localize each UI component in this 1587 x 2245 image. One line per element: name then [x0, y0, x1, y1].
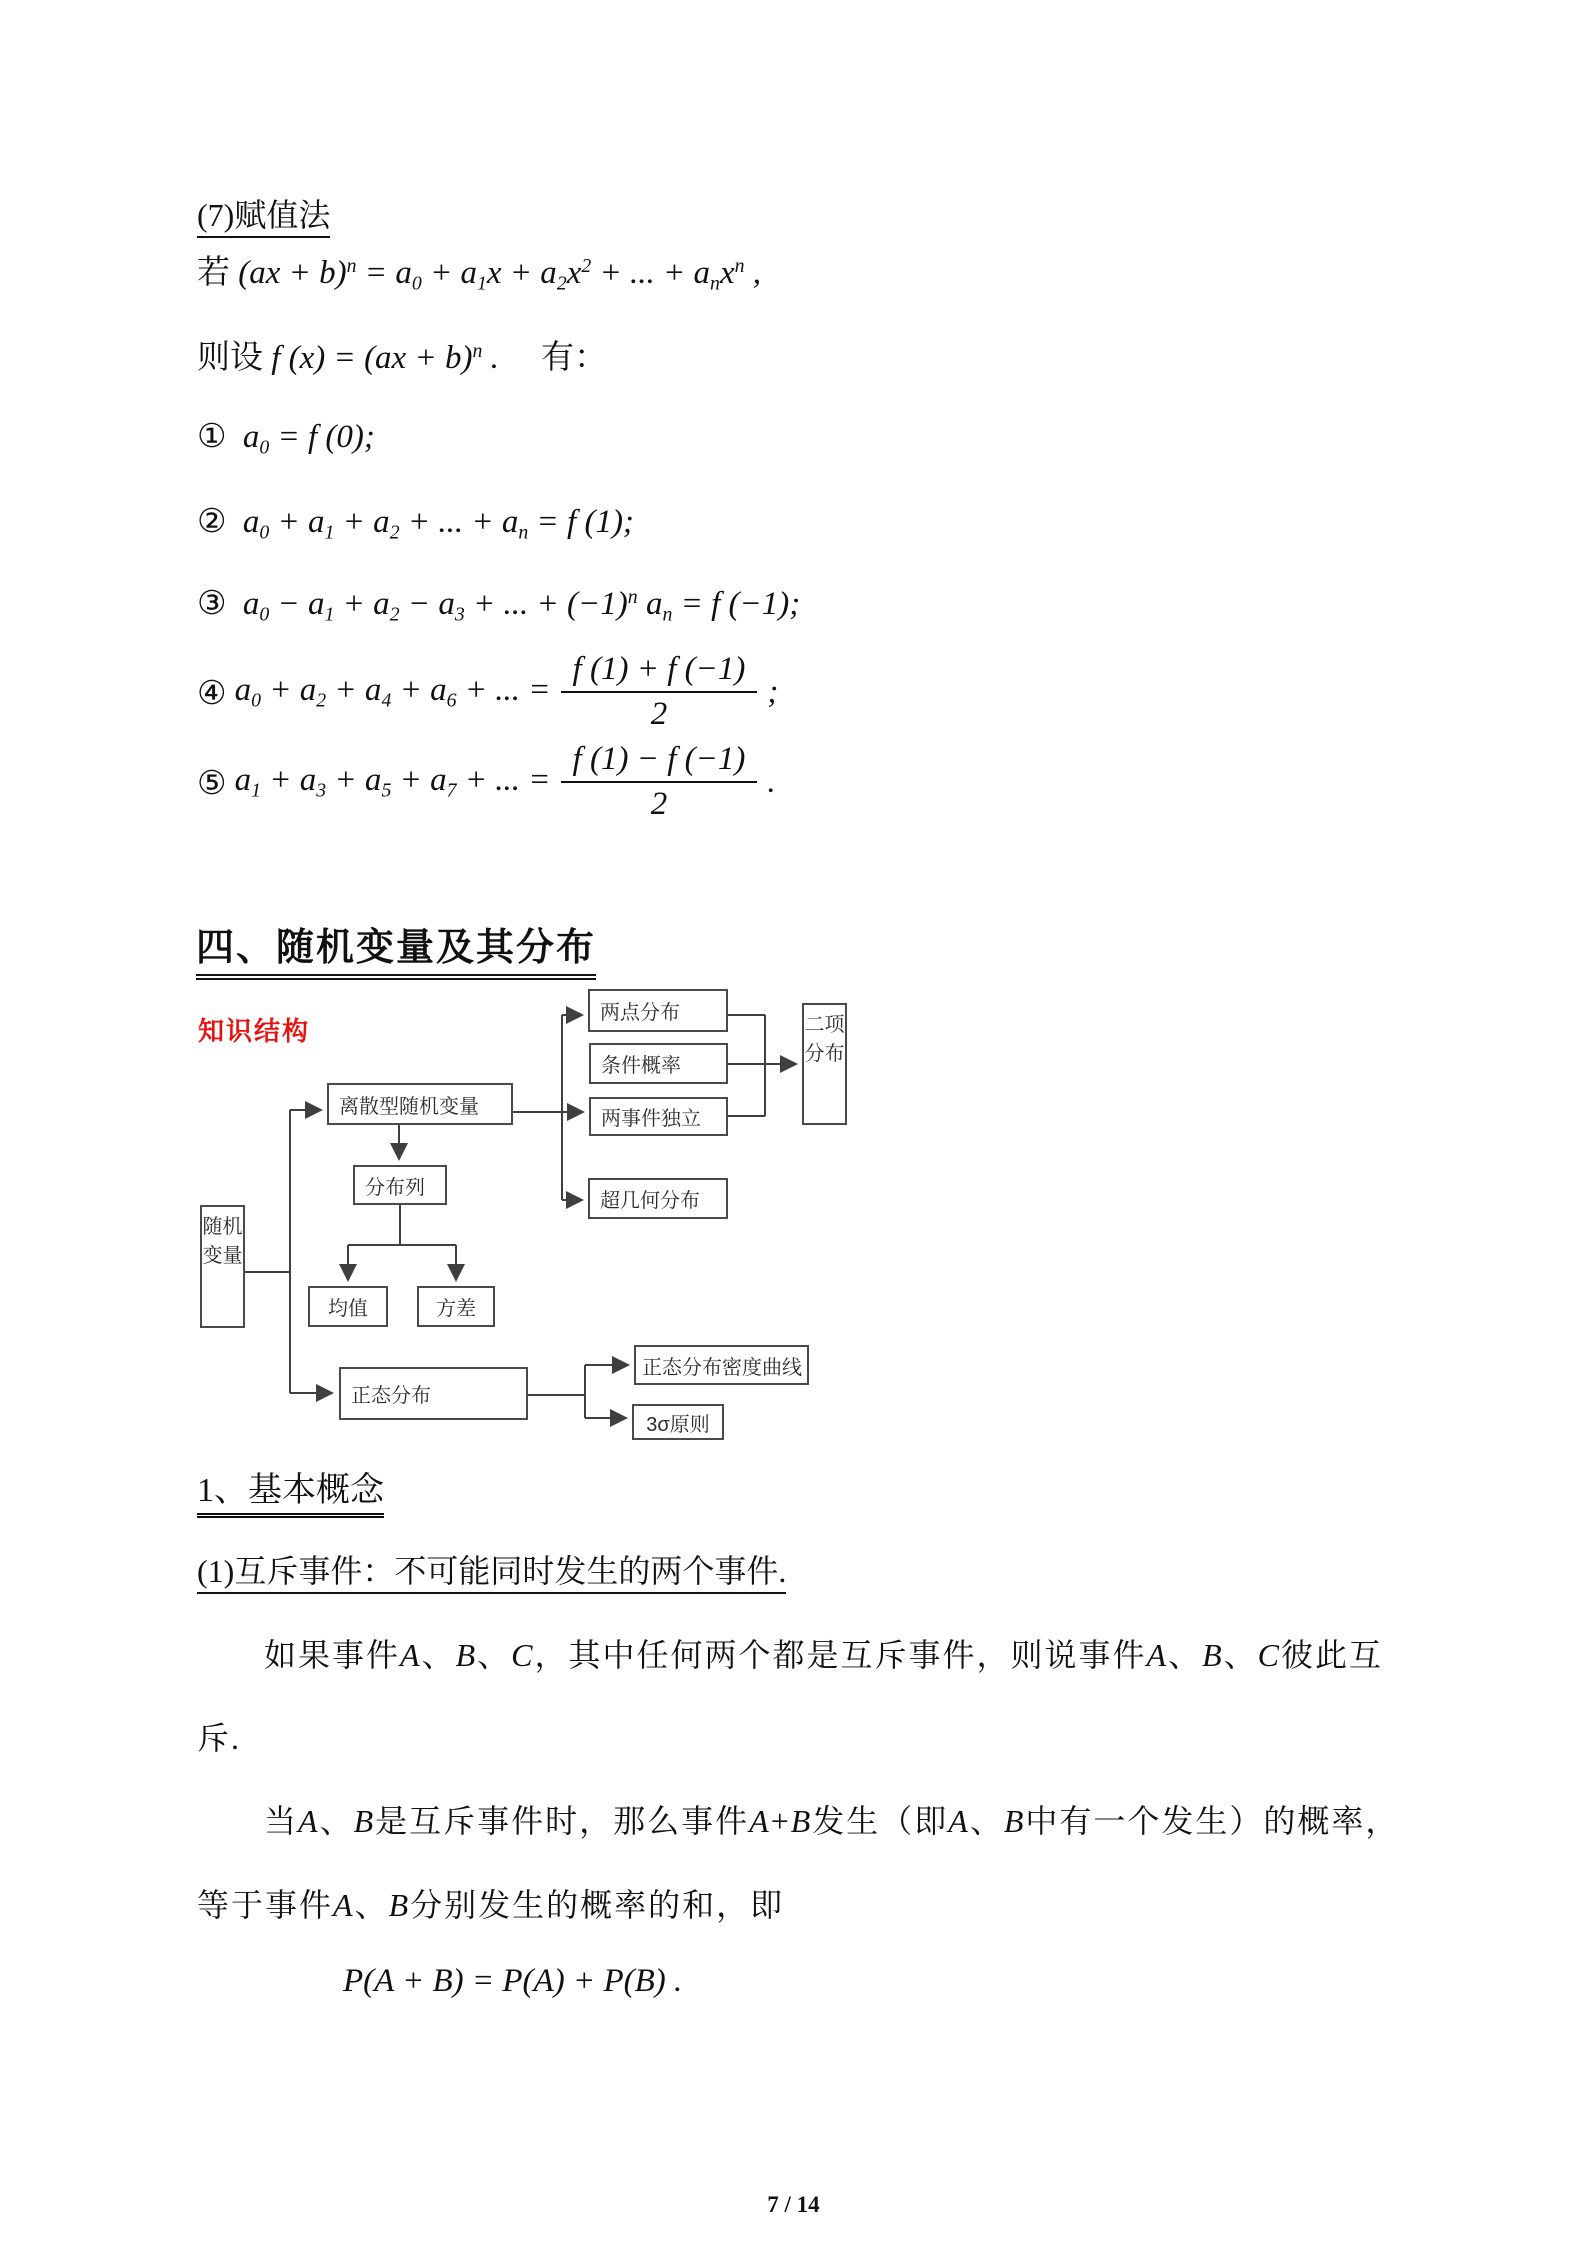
knowledge-structure-diagram [180, 985, 860, 1455]
subsection-heading-assign-value [197, 190, 330, 236]
diagram-node-random-variable: 随机变量 [200, 1205, 245, 1328]
formula-item-4 [197, 648, 778, 736]
formula-item-2 [197, 501, 634, 544]
fraction [561, 651, 758, 733]
subsection-heading-basic-concepts [197, 1462, 384, 1511]
formula-cn-prefix: 则设 [197, 340, 263, 376]
formula-probability-sum: P(A + B) = P(A) + P(B) . [343, 1963, 683, 1999]
fraction-denominator: 2 [650, 786, 668, 822]
diagram-node-two-point-distribution: 两点分布 [588, 989, 728, 1032]
section-heading-text: 四、随机变量及其分布 [196, 927, 596, 980]
diagram-node-hypergeometric-distribution: 超几何分布 [588, 1178, 728, 1219]
diagram-node-independent-events: 两事件独立 [589, 1097, 728, 1136]
diagram-node-conditional-probability: 条件概率 [589, 1043, 728, 1084]
item-number: ⑤ [197, 762, 227, 802]
formula-setup [197, 331, 607, 378]
formula-item-5 [197, 738, 776, 826]
section-heading-random-variables [196, 916, 596, 971]
fraction [561, 741, 758, 823]
formula-math: $(ax + b)^n = a_0 + a_1x + a_2x^2$ + ... + $a_nx^n$ , [238, 255, 761, 295]
formula-suffix: ; [767, 673, 779, 710]
formula-math: $a_0 = f$ (0); [242, 419, 375, 459]
paragraph-line: 当A、B是互斥事件时，那么事件A+B发生（即A、B中有一个发生）的概率， [264, 1803, 1400, 1839]
paragraph-line: 如果事件A、B、C，其中任何两个都是互斥事件，则说事件A、B、C彼此互 [264, 1637, 1383, 1673]
diagram-node-normal-distribution: 正态分布 [339, 1367, 528, 1420]
page-number: 7 / 14 [767, 2192, 820, 2217]
subsection-heading-text: (7)赋值法 [197, 197, 330, 238]
item-number: ④ [197, 672, 227, 712]
diagram-node-three-sigma-rule: 3σ原则 [632, 1404, 724, 1440]
formula-cn-prefix: 若 [197, 255, 230, 291]
formula-item-3 [197, 583, 800, 626]
diagram-node-distribution-table: 分布列 [353, 1165, 447, 1205]
diagram-node-discrete-random-variable: 离散型随机变量 [327, 1083, 513, 1125]
fraction-numerator: f (1) + f (−1) [561, 651, 758, 693]
diagram-label: 知识结构 [198, 1016, 311, 1046]
item-number: ② [197, 501, 227, 540]
item-number: ① [197, 416, 227, 455]
definition-text: (1)互斥事件：不可能同时发生的两个事件. [197, 1553, 786, 1594]
diagram-node-binomial-distribution: 二项分布 [802, 1003, 847, 1125]
diagram-node-mean: 均值 [308, 1286, 388, 1327]
paragraph-line: 斥. [197, 1720, 242, 1756]
formula-suffix: . [767, 763, 776, 800]
formula-item-1 [197, 416, 375, 459]
diagram-node-normal-density-curve: 正态分布密度曲线 [634, 1345, 809, 1385]
formula-math: $a_0 + a_1 + a_2$ + ... + $a_n = f$ (1); [242, 504, 634, 544]
formula-math: $a_0 + a_2 + a_4 + a_6$ + ... = [234, 671, 551, 712]
paragraph-line: 等于事件A、B分别发生的概率的和，即 [197, 1887, 785, 1923]
subsection-heading-text: 1、基本概念 [197, 1472, 384, 1518]
formula-math: $a_1 + a_3 + a_5 + a_7$ + ... = [234, 761, 551, 802]
formula-cn-suffix: 有： [541, 340, 608, 376]
definition-mutually-exclusive [197, 1546, 786, 1592]
formula-math: f (x) = (ax + b)$^n$ . [271, 340, 499, 376]
item-number: ③ [197, 583, 227, 622]
formula-math: $a_0 - a_1 + a_2 - a_3$ + ... + $(-1)^n$ $a_n = f$ (−1); [242, 586, 801, 626]
formula-expansion [197, 246, 761, 295]
fraction-numerator: f (1) − f (−1) [561, 741, 758, 783]
diagram-node-variance: 方差 [417, 1286, 495, 1327]
fraction-denominator: 2 [650, 696, 668, 732]
